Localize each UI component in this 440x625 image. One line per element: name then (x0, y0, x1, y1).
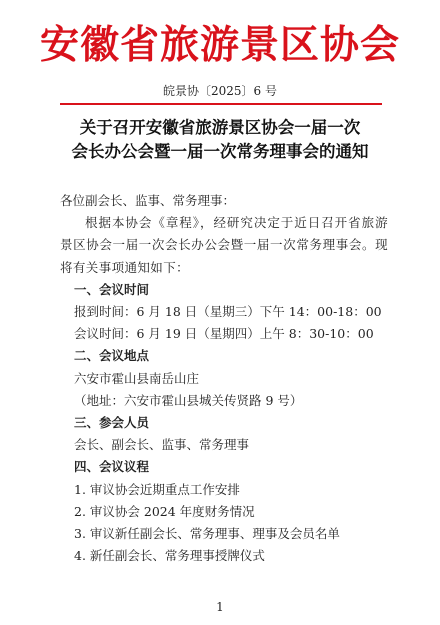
section-heading-attendees: 三、参会人员 (74, 415, 150, 431)
notice-title (40, 116, 400, 164)
notice-title-line-2: 会长办公会暨一届一次常务理事会的通知 (71, 142, 369, 161)
notice-body (60, 190, 388, 567)
section-heading-venue: 二、会议地点 (74, 348, 150, 364)
section-heading-agenda: 四、会议议程 (74, 459, 150, 475)
agenda-item: 3. 审议新任副会长、常务理事、理事及会员名单 (74, 526, 340, 542)
venue-name: 六安市霍山县南岳山庄 (74, 370, 200, 386)
section-heading-time: 一、会议时间 (74, 281, 150, 297)
notice-title-line-1: 关于召开安徽省旅游景区协会一届一次 (79, 118, 361, 137)
meeting-time: 会议时间：6 月 19 日（星期四）上午 8：30-10：00 (74, 326, 374, 342)
agenda-item: 4. 新任副会长、常务理事授牌仪式 (74, 548, 265, 564)
red-divider-line (60, 103, 382, 105)
document-number: 皖景协〔2025〕6 号 (163, 84, 277, 98)
attendees-list: 会长、副会长、监事、常务理事 (74, 437, 250, 453)
intro-paragraph: 根据本协会《章程》，经研究决定于近日召开省旅游景区协会一届一次会长办公会暨一届一次常务理事会。现将有关事项通知如下： (60, 215, 388, 275)
agenda-item: 1. 审议协会近期重点工作安排 (74, 481, 240, 497)
venue-address: （地址：六安市霍山县城关传贤路 9 号） (74, 392, 303, 408)
salutation: 各位副会长、监事、常务理事： (60, 193, 236, 208)
registration-time: 报到时间：6 月 18 日（星期三）下午 14：00-18：00 (74, 304, 382, 320)
agenda-item: 2. 审议协会 2024 年度财务情况 (74, 503, 255, 519)
page-number: 1 (216, 600, 224, 614)
masthead-title: 安徽省旅游景区协会 (39, 23, 400, 68)
